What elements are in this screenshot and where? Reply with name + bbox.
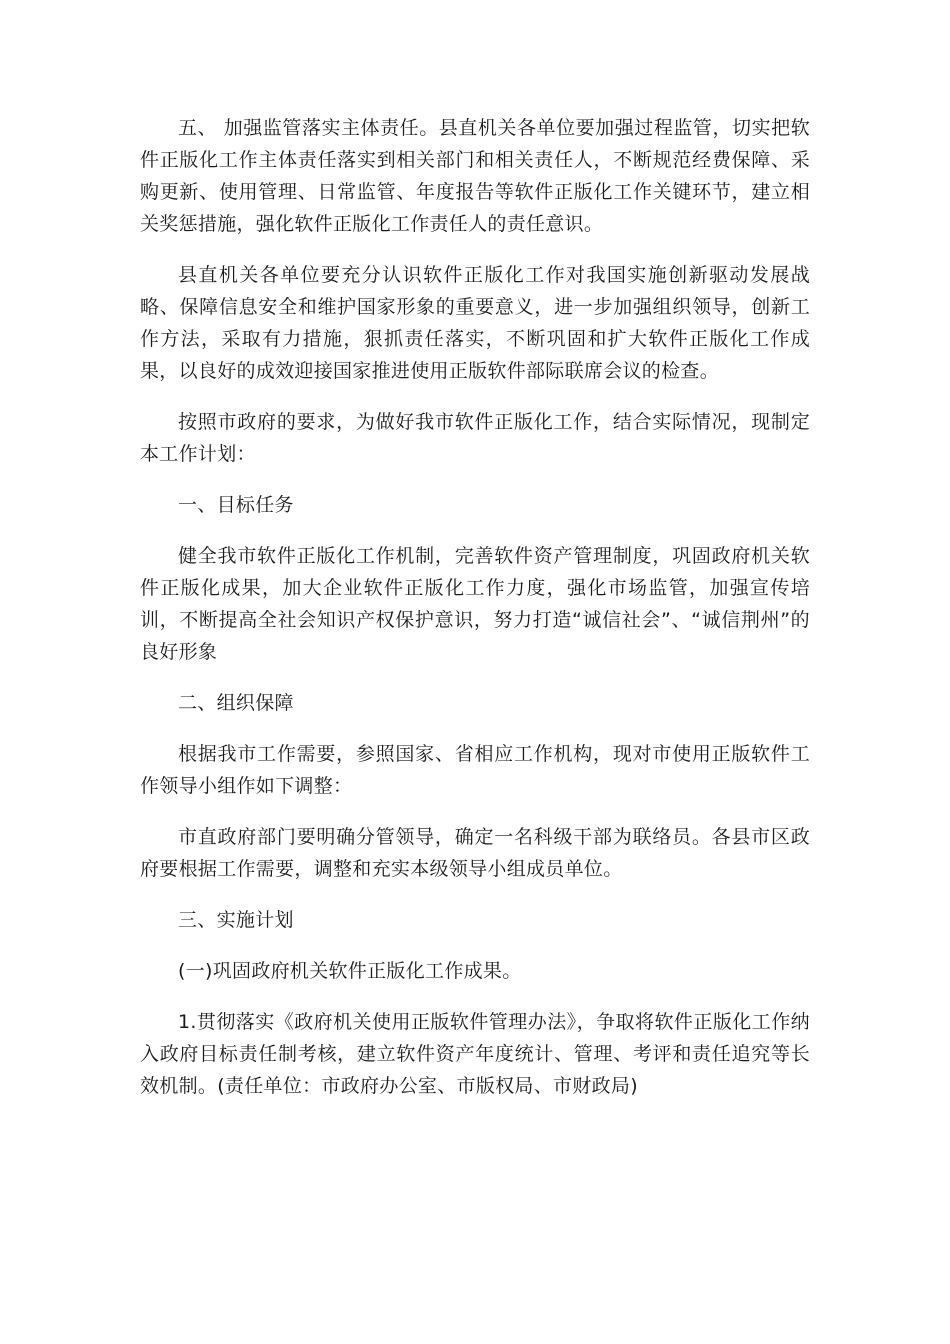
- heading-goals: 一、目标任务: [178, 494, 294, 516]
- paragraph-item-1: 1.贯彻落实《政府机关使用正版软件管理办法》，争取将软件正版化工作纳入政府目标责任制考核，建立软件资产年度统计、管理、考评和责任追究等长效机制。(责任单位：市政府办公室、市版权局、市财政局): [140, 1011, 810, 1097]
- document-body: [140, 112, 810, 1102]
- heading-organization: 二、组织保障: [178, 692, 294, 714]
- paragraph-supervision-responsibility: 五、 加强监管落实主体责任。县直机关各单位要加强过程监管，切实把软件正版化工作主体责任落实到相关部门和相关责任人，不断规范经费保障、采购更新、使用管理、日常监管、年度报告等软件正版化工作关键环节，建立相关奖惩措施，强化软件正版化工作责任人的责任意识。: [140, 117, 810, 235]
- paragraph-importance: 县直机关各单位要充分认识软件正版化工作对我国实施创新驱动发展战略、保障信息安全和维护国家形象的重要意义，进一步加强组织领导，创新工作方法，采取有力措施，狠抓责任落实，不断巩固和扩大软件正版化工作成果，以良好的成效迎接国家推进使用正版软件部际联席会议的检查。: [140, 264, 810, 382]
- paragraph-organization-adjustment: 根据我市工作需要，参照国家、省相应工作机构，现对市使用正版软件工作领导小组作如下调整：: [140, 743, 810, 797]
- paragraph-goals: 健全我市软件正版化工作机制，完善软件资产管理制度，巩固政府机关软件正版化成果，加大企业软件正版化工作力度，强化市场监管，加强宣传培训，不断提高全社会知识产权保护意识，努力打造“诚信社会”、“诚信荆州”的良好形象: [140, 545, 810, 663]
- subheading-consolidate: (一)巩固政府机关软件正版化工作成果。: [178, 960, 522, 982]
- heading-implementation: 三、实施计划: [178, 909, 294, 931]
- paragraph-plan-intro: 按照市政府的要求，为做好我市软件正版化工作，结合实际情况，现制定本工作计划：: [140, 411, 810, 465]
- paragraph-liaison: 市直政府部门要明确分管领导，确定一名科级干部为联络员。各县市区政府要根据工作需要，调整和充实本级领导小组成员单位。: [140, 826, 810, 880]
